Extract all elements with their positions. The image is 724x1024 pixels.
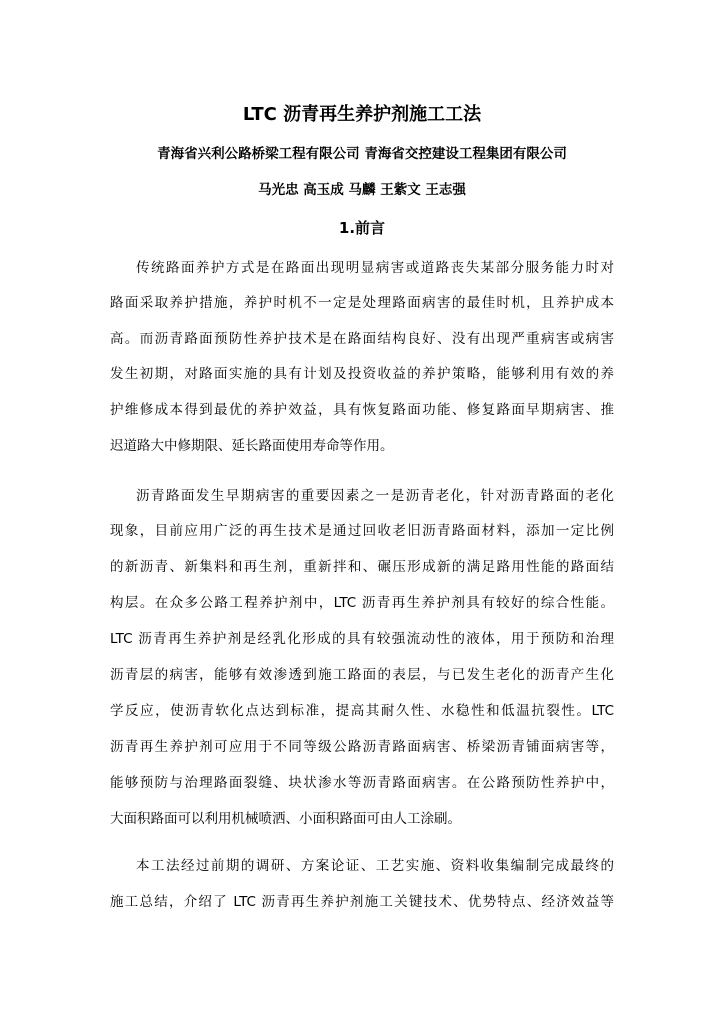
paragraph-line: 护维修成本得到最优的养护效益，具有恢复路面功能、修复路面早期病害、推 [110,402,614,418]
paragraph-line: 传统路面养护方式是在路面出现明显病害或道路丧失某部分服务能力时对 [136,260,614,276]
paragraph-line: 构层。在众多公路工程养护剂中，LTC 沥青再生养护剂具有较好的综合性能。 [110,595,614,611]
paragraph-line: 沥青再生养护剂可应用于不同等级公路沥青路面病害、桥梁沥青铺面病害等， [110,739,614,755]
paragraph-line: 发生初期，对路面实施的具有计划及投资收益的养护策略，能够利用有效的养 [110,366,614,382]
paragraph-line: 的新沥青、新集料和再生剂，重新拌和、碾压形成新的满足路用性能的路面结 [110,559,614,575]
paragraph-line: 沥青路面发生早期病害的重要因素之一是沥青老化，针对沥青路面的老化 [136,488,614,504]
paragraph-line: 施工总结，介绍了 LTC 沥青再生养护剂施工关键技术、优势特点、经济效益等 [110,894,614,910]
paragraph-line: 沥青层的病害，能够有效渗透到施工路面的表层，与已发生老化的沥青产生化 [110,667,614,683]
authors: 马光忠 高玉成 马麟 王紫文 王志强 [258,182,466,198]
paragraph-line: 路面采取养护措施，养护时机不一定是处理路面病害的最佳时机，且养护成本 [110,295,614,311]
paragraph-line: 本工法经过前期的调研、方案论证、工艺实施、资料收集编制完成最终的 [136,858,614,874]
section-heading: 1.前言 [338,219,386,237]
paragraph-line: LTC 沥青再生养护剂是经乳化形成的具有较强流动性的液体，用于预防和治理 [110,631,614,647]
paragraph-line: 高。而沥青路面预防性养护技术是在路面结构良好、没有出现严重病害或病害 [110,331,614,347]
paragraph-line: 能够预防与治理路面裂缝、块状渗水等沥青路面病害。在公路预防性养护中， [110,775,614,791]
paragraph-line: 学反应，使沥青软化点达到标准，提高其耐久性、水稳性和低温抗裂性。LTC [110,703,614,719]
paragraph-line: 大面积路面可以利用机械喷洒、小面积路面可由人工涂刷。 [110,811,461,827]
document-title: LTC 沥青再生养护剂施工工法 [242,104,482,125]
paragraph-line: 现象，目前应用广泛的再生技术是通过回收老旧沥青路面材料，添加一定比例 [110,523,614,539]
paragraph-line: 迟道路大中修期限、延长路面使用寿命等作用。 [110,438,394,454]
affiliations: 青海省兴利公路桥梁工程有限公司 青海省交控建设工程集团有限公司 [157,146,567,162]
